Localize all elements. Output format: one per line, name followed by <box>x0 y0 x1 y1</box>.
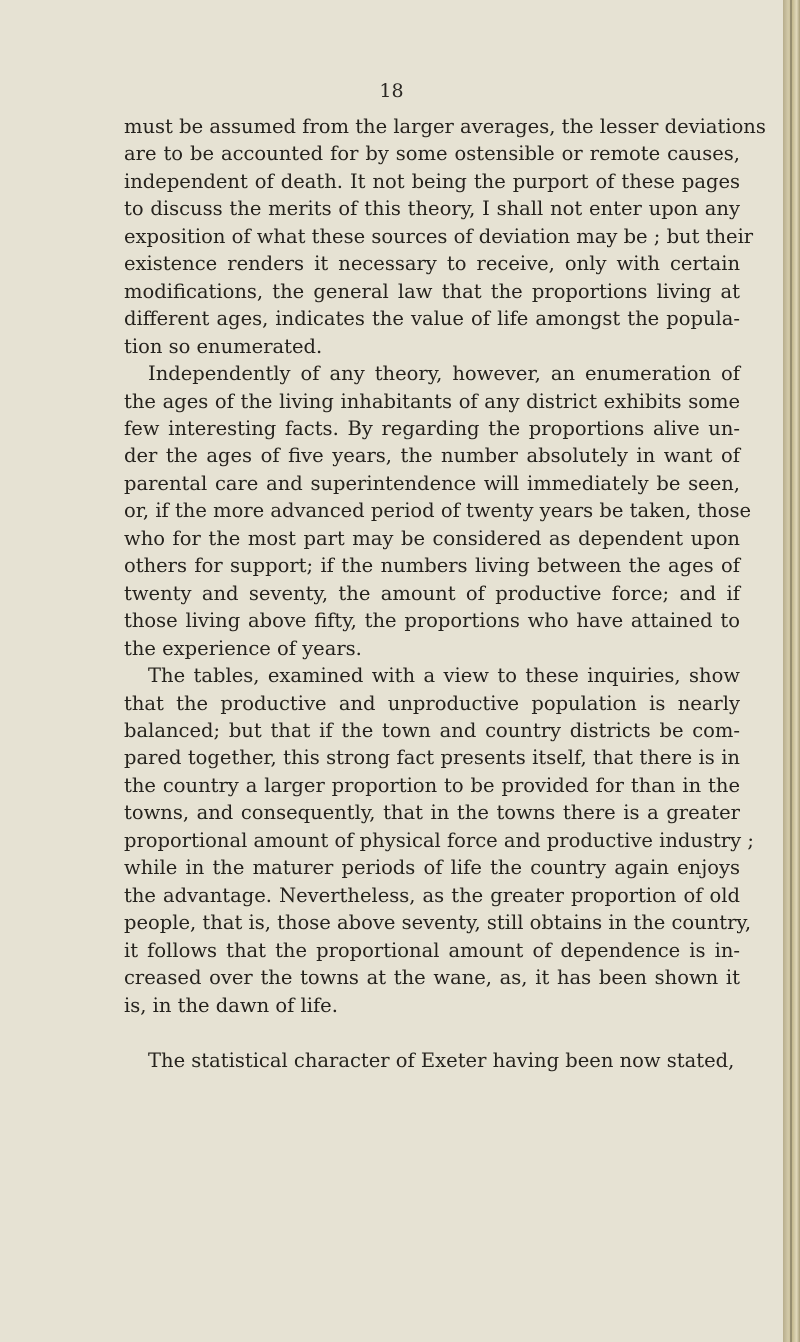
text-line: the ages of the living inhabitants of any district exhibits some <box>124 389 740 413</box>
paragraph <box>124 360 752 662</box>
text-line: must be assumed from the larger averages, the lesser deviations <box>124 115 766 138</box>
text-line: balanced; but that if the town and country districts be com- <box>124 718 740 742</box>
text-line: The tables, examined with a view to these inquiries, show <box>148 664 740 688</box>
text-line: who for the most part may be considered as dependent upon <box>124 526 740 550</box>
page-edge-line <box>790 0 792 1342</box>
text-line: parental care and superintendence will immediately be seen, <box>124 471 740 495</box>
text-line: Independently of any theory, however, an enumeration of <box>148 362 740 386</box>
text-line: or, if the more advanced period of twenty years be taken, those <box>124 499 752 523</box>
text-line: der the ages of five years, the number absolutely in want of <box>124 444 740 468</box>
paragraph-gap <box>124 1019 740 1047</box>
text-line: existence renders it necessary to receive, only with certain <box>124 252 740 276</box>
paragraph <box>124 113 766 360</box>
text-line: modifications, the general law that the proportions living at <box>124 279 740 303</box>
text-line: it follows that the proportional amount of dependence is in- <box>124 938 740 962</box>
body-text <box>124 113 766 1074</box>
paragraph <box>124 662 754 1019</box>
text-line: towns, and consequently, that in the towns there is a greater <box>124 801 740 825</box>
text-line: independent of death. It not being the purport of these pages <box>124 169 740 193</box>
text-line: proportional amount of physical force and productive industry ; <box>124 828 754 852</box>
text-line: the experience of years. <box>124 636 362 660</box>
text-line: The statistical character of Exeter having been now stated, <box>148 1048 735 1072</box>
text-line: tion so enumerated. <box>124 334 323 358</box>
page-edge <box>783 0 800 1342</box>
text-line: exposition of what these sources of deviation may be ; but their <box>124 224 754 248</box>
text-line: others for support; if the numbers living between the ages of <box>124 554 740 578</box>
text-line: are to be accounted for by some ostensible or remote causes, <box>124 142 740 166</box>
text-line: while in the maturer periods of life the country again enjoys <box>124 856 740 880</box>
text-line: creased over the towns at the wane, as, it has been shown it <box>124 966 740 990</box>
text-line: twenty and seventy, the amount of productive force; and if <box>124 581 740 605</box>
page-number: 18 <box>379 80 404 102</box>
text-line: the country a larger proportion to be provided for than in the <box>124 773 740 797</box>
text-line: the advantage. Nevertheless, as the greater proportion of old <box>124 883 740 907</box>
text-line: to discuss the merits of this theory, I shall not enter upon any <box>124 197 740 221</box>
text-line: few interesting facts. By regarding the proportions alive un- <box>124 416 740 440</box>
text-line: is, in the dawn of life. <box>124 993 338 1017</box>
text-line: that the productive and unproductive population is nearly <box>124 691 740 715</box>
text-line: different ages, indicates the value of life amongst the popula- <box>124 307 740 331</box>
text-line: pared together, this strong fact presents itself, that there is in <box>124 746 740 770</box>
paragraph <box>124 1047 740 1074</box>
text-line: those living above fifty, the proportions who have attained to <box>124 609 740 633</box>
text-line: people, that is, those above seventy, still obtains in the country, <box>124 911 752 935</box>
